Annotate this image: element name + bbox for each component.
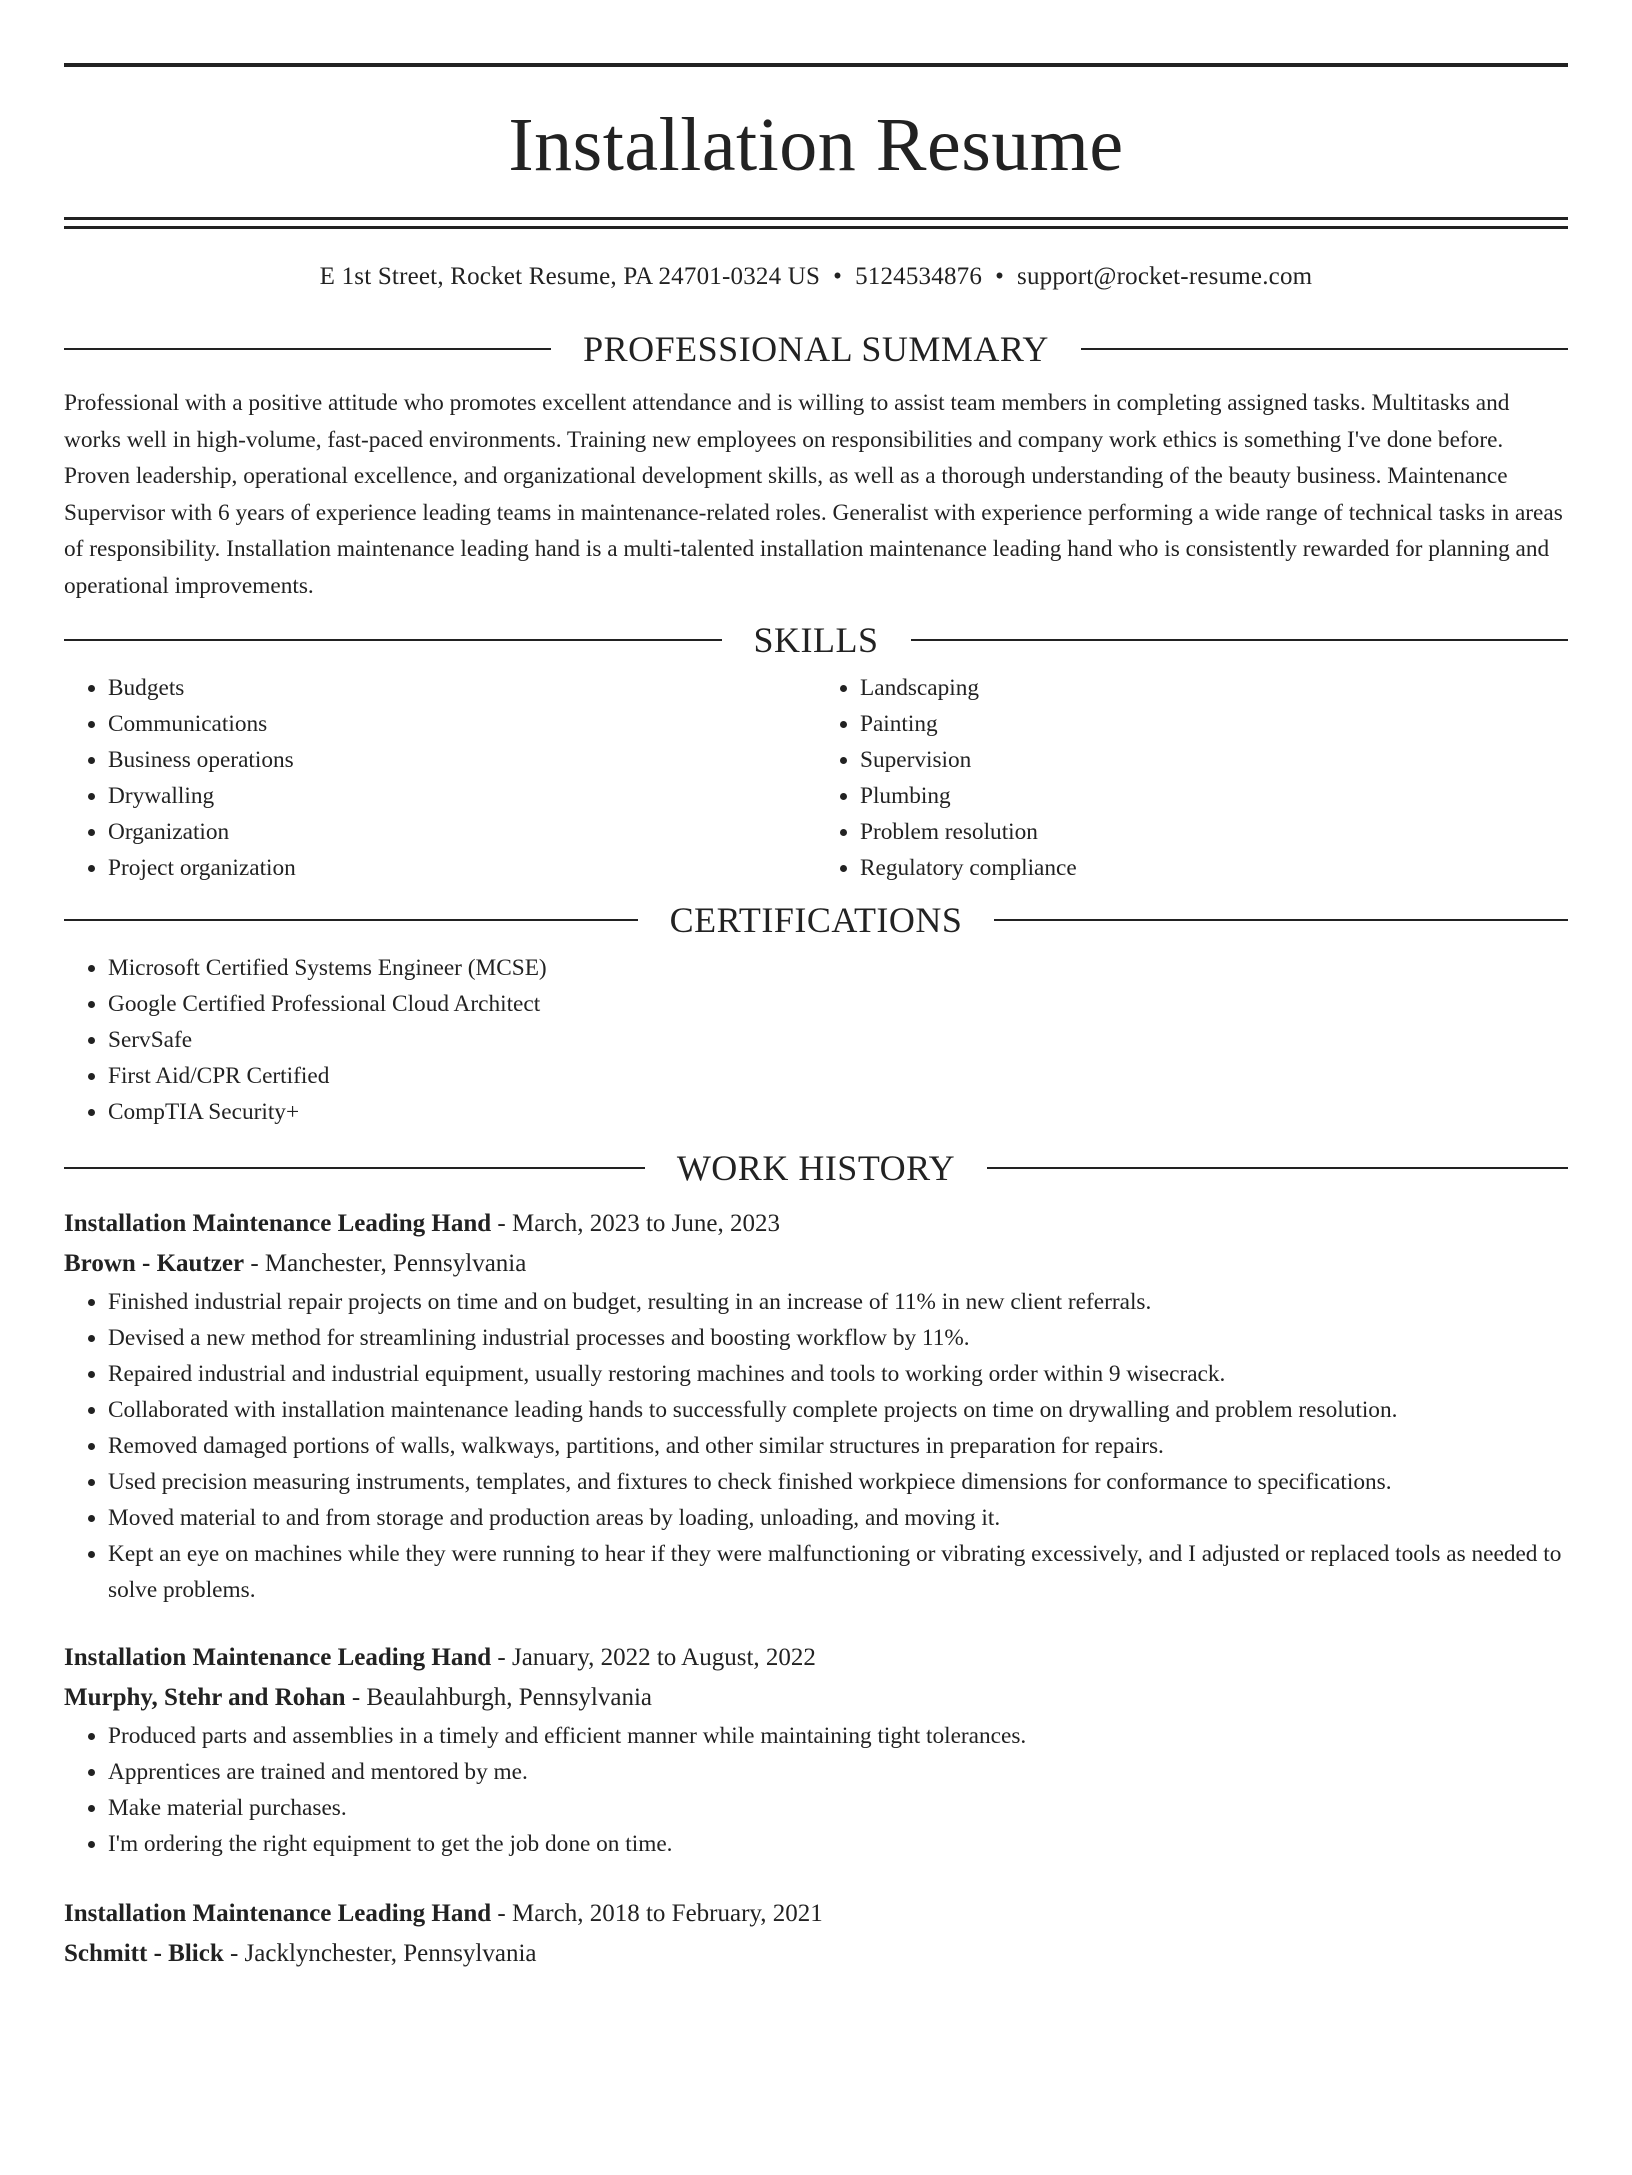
job-separator: - [345,1684,367,1711]
skill-item: • Supervision [860,742,1568,778]
job-bullet: • Moved material to and from storage and production areas by loading, unloading, and moving it. [108,1500,1568,1536]
job-company: Murphy, Stehr and Rohan [64,1684,346,1711]
certifications-list [64,950,1568,1130]
job-bullet: • Devised a new method for streamlining industrial processes and boosting workflow by 11%. [108,1320,1568,1356]
skill-item: • Landscaping [860,670,1568,706]
job-separator: - [223,1940,245,1967]
section-title-skills: SKILLS [753,620,879,660]
skill-item: • Business operations [108,742,816,778]
job-bullet: • Removed damaged portions of walls, walkways, partitions, and other similar structures in preparation for repairs. [108,1428,1568,1464]
heading-rule-right [987,1167,1568,1169]
heading-rule-left [64,639,722,641]
job-separator: - [491,1210,512,1237]
skill-item: • Painting [860,706,1568,742]
job-title: Installation Maintenance Leading Hand [64,1644,492,1671]
job-bullet: • Make material purchases. [108,1790,1568,1826]
heading-rule-left [64,1167,645,1169]
skill-item: • Plumbing [860,778,1568,814]
job-bullet: • Produced parts and assemblies in a timely and efficient manner while maintaining tight tolerances. [108,1718,1568,1754]
certification-item: • Microsoft Certified Systems Engineer (MCSE) [108,950,1568,986]
job-company-line [64,1678,1568,1718]
job-title-line [64,1894,1568,1934]
skills-list-right [816,670,1568,886]
job-bullet: • Repaired industrial and industrial equipment, usually restoring machines and tools to working order within 9 wisecrack. [108,1356,1568,1392]
certification-item: • First Aid/CPR Certified [108,1058,1568,1094]
job-bullet: • I'm ordering the right equipment to get the job done on time. [108,1826,1568,1862]
job-title: Installation Maintenance Leading Hand [64,1900,492,1927]
skill-item: • Budgets [108,670,816,706]
heading-rule-left [64,348,551,350]
section-title-summary: PROFESSIONAL SUMMARY [583,329,1049,369]
job-bullet: • Kept an eye on machines while they were running to hear if they were malfunctioning or vibrating excessively, and I adjusted or replaced tools as needed to solve problems. [108,1536,1568,1608]
job-location: Jacklynchester, Pennsylvania [244,1940,537,1967]
skill-item: • Regulatory compliance [860,850,1568,886]
job-title-line [64,1204,1568,1244]
job-separator: - [491,1900,512,1927]
section-title-work-history: WORK HISTORY [676,1148,956,1188]
job-bullet: • Collaborated with installation maintenance leading hands to successfully complete projects on time on drywalling and problem resolution. [108,1392,1568,1428]
job-separator: - [244,1250,265,1277]
job-company-line [64,1244,1568,1284]
certification-item: • CompTIA Security+ [108,1094,1568,1130]
job-bullets [64,1284,1568,1608]
section-heading-work-history [64,1146,1568,1190]
job-entry [64,1638,1568,1862]
job-location: Beaulahburgh, Pennsylvania [366,1684,653,1711]
job-bullet: • Used precision measuring instruments, templates, and fixtures to check finished workpiece dimensions for conformance to specifications. [108,1464,1568,1500]
section-heading-summary [64,327,1568,371]
job-bullet: • Apprentices are trained and mentored by me. [108,1754,1568,1790]
heading-rule-right [994,919,1568,921]
section-title-certifications: CERTIFICATIONS [669,900,963,940]
skill-item: • Problem resolution [860,814,1568,850]
job-company-line [64,1934,1568,1974]
contact-separator: • [995,263,1005,290]
contact-address: E 1st Street, Rocket Resume, PA 24701-0324 US [319,263,821,290]
job-dates: March, 2023 to June, 2023 [511,1210,781,1237]
job-location: Manchester, Pennsylvania [264,1250,527,1277]
job-entry [64,1204,1568,1608]
contact-separator: • [833,263,843,290]
job-dates: March, 2018 to February, 2021 [511,1900,823,1927]
job-separator: - [491,1644,512,1671]
contact-phone: 5124534876 [855,263,983,290]
skill-item: • Drywalling [108,778,816,814]
heading-rule-left [64,919,638,921]
section-heading-certifications [64,898,1568,942]
job-bullet: • Finished industrial repair projects on time and on budget, resulting in an increase of 11% in new client referrals. [108,1284,1568,1320]
contact-line [64,259,1568,295]
skills-grid [64,670,1568,886]
summary-text: Professional with a positive attitude who promotes excellent attendance and is willing to assist team members in completing assigned tasks. Multitasks and works well in high-volume, fast-paced environments. Training new employees on responsibilities and company work ethics is something I've done before. Proven leadership, operational excellence, and organizational development skills, as well as a thorough understanding of the beauty business. Maintenance Supervisor with 6 years of experience leading teams in maintenance-related roles. Generalist with experience performing a wide range of technical tasks in areas of responsibility. Installation maintenance leading hand is a multi-talented installation maintenance leading hand who is consistently rewarded for planning and operational improvements. [64,390,1563,599]
heading-rule-right [911,639,1569,641]
job-title-line [64,1638,1568,1678]
job-company: Schmitt - Blick [64,1940,224,1967]
header-double-rule [64,217,1568,229]
job-title: Installation Maintenance Leading Hand [64,1210,492,1237]
skills-list-left [64,670,816,886]
certification-item: • ServSafe [108,1022,1568,1058]
skill-item: • Project organization [108,850,816,886]
skill-item: • Communications [108,706,816,742]
job-company: Brown - Kautzer [64,1250,245,1277]
resume-title: Installation Resume [508,103,1124,187]
contact-email: support@rocket-resume.com [1017,263,1313,290]
job-entry [64,1894,1568,1974]
resume-page [0,63,1632,2175]
skill-item: • Organization [108,814,816,850]
job-bullets [64,1718,1568,1862]
certification-item: • Google Certified Professional Cloud Architect [108,986,1568,1022]
section-heading-skills [64,618,1568,662]
heading-rule-right [1081,348,1568,350]
job-dates: January, 2022 to August, 2022 [511,1644,816,1671]
